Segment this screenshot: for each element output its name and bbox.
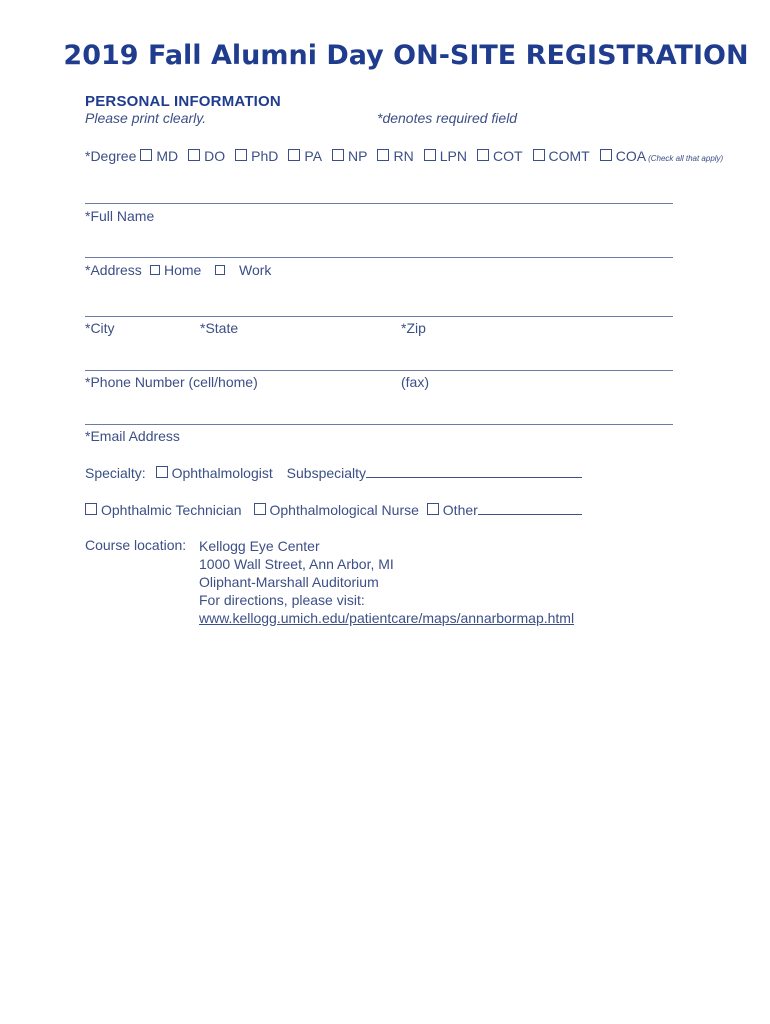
technician-option[interactable]: Ophthalmic Technician [85, 502, 242, 518]
subspecialty-label: Subspecialty [286, 465, 367, 481]
degree-option-do[interactable]: DO [188, 148, 225, 164]
degree-option-np[interactable]: NP [332, 148, 367, 164]
course-location-label: Course location: [85, 537, 187, 553]
checkbox-icon[interactable] [188, 149, 200, 161]
other-option[interactable]: Other [427, 502, 478, 518]
address-line[interactable] [85, 257, 673, 258]
degree-option-md[interactable]: MD [140, 148, 178, 164]
full-name-label: *Full Name [85, 208, 155, 224]
checkbox-icon[interactable] [235, 149, 247, 161]
nurse-option[interactable]: Ophthalmological Nurse [254, 502, 419, 518]
checkbox-icon[interactable] [533, 149, 545, 161]
venue-address: 1000 Wall Street, Ann Arbor, MI [199, 556, 394, 572]
degree-option-cot[interactable]: COT [477, 148, 523, 164]
checkbox-icon[interactable] [85, 503, 97, 515]
checkbox-icon[interactable] [332, 149, 344, 161]
page-title: 2019 Fall Alumni Day ON-SITE REGISTRATION [63, 40, 749, 71]
checkbox-icon[interactable] [477, 149, 489, 161]
zip-label: *Zip [401, 320, 426, 336]
address-work-option[interactable]: Work [215, 262, 271, 278]
course-location-details [199, 537, 574, 627]
directions-text: For directions, please visit: [199, 592, 365, 608]
degree-label: *Degree [85, 148, 137, 164]
city-state-zip-line[interactable] [85, 316, 673, 317]
fax-label: (fax) [401, 374, 429, 390]
venue-room: Oliphant-Marshall Auditorium [199, 574, 379, 590]
specialty-row-2 [85, 502, 582, 518]
checkbox-icon[interactable] [377, 149, 389, 161]
city-label: *City [85, 320, 115, 336]
full-name-line[interactable] [85, 203, 673, 204]
degree-note: (Check all that apply) [648, 154, 724, 163]
other-field[interactable] [478, 502, 582, 515]
phone-line[interactable] [85, 370, 673, 371]
checkbox-icon[interactable] [254, 503, 266, 515]
directions-link[interactable]: www.kellogg.umich.edu/patientcare/maps/annarbormap.html [199, 610, 575, 626]
address-label: *Address [85, 262, 142, 278]
required-field-note: *denotes required field [377, 110, 518, 126]
print-instruction: Please print clearly. [85, 110, 207, 126]
checkbox-icon[interactable] [156, 466, 168, 478]
phone-label: *Phone Number (cell/home) [85, 374, 258, 390]
section-heading: PERSONAL INFORMATION [85, 93, 281, 110]
specialty-label: Specialty: [85, 465, 146, 481]
degree-option-phd[interactable]: PhD [235, 148, 278, 164]
specialty-row [85, 465, 582, 481]
checkbox-icon[interactable] [140, 149, 152, 161]
checkbox-icon[interactable] [215, 265, 225, 275]
degree-option-pa[interactable]: PA [288, 148, 322, 164]
degree-option-coa[interactable]: COA [600, 148, 646, 164]
address-home-option[interactable]: Home [150, 262, 201, 278]
venue-name: Kellogg Eye Center [199, 538, 320, 554]
email-label: *Email Address [85, 428, 180, 444]
ophthalmologist-option[interactable]: Ophthalmologist [156, 465, 273, 481]
checkbox-icon[interactable] [424, 149, 436, 161]
degree-option-comt[interactable]: COMT [533, 148, 590, 164]
checkbox-icon[interactable] [288, 149, 300, 161]
checkbox-icon[interactable] [150, 265, 160, 275]
degree-option-lpn[interactable]: LPN [424, 148, 467, 164]
subspecialty-field[interactable] [366, 465, 582, 478]
state-label: *State [200, 320, 239, 336]
degree-row [85, 148, 723, 164]
checkbox-icon[interactable] [427, 503, 439, 515]
checkbox-icon[interactable] [600, 149, 612, 161]
degree-option-rn[interactable]: RN [377, 148, 413, 164]
email-line[interactable] [85, 424, 673, 425]
